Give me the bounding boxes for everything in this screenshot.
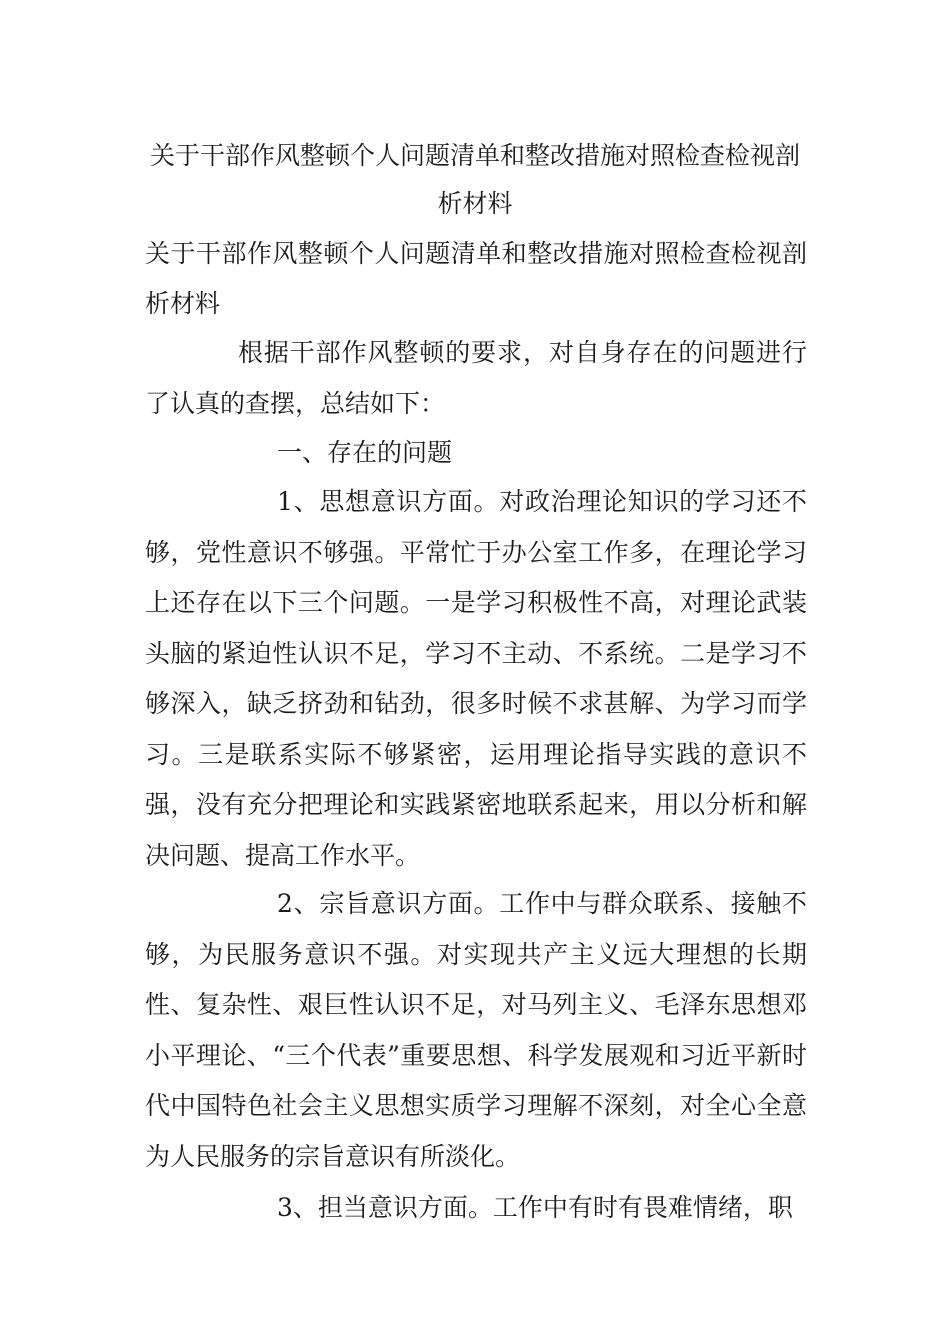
document-title: 关于干部作风整顿个人问题清单和整改措施对照检查检视剖析材料: [149, 141, 800, 218]
paragraph-ideology: 1、思想意识方面。对政治理论知识的学习还不够，党性意识不够强。平常忙于办公室工作多，在理论学习上还存在以下三个问题。一是学习积极性不高，对理论武装头脑的紧迫性认识不足，学习不主动、不系统。二是学习不够深入，缺乏挤劲和钻劲，很多时候不求甚解、为学习而学习。三是联系实际不够紧密，运用理论指导实践的意识不强，没有充分把理论和实践紧密地联系起来，用以分析和解决问题、提高工作水平。: [145, 487, 807, 870]
intro-paragraph: 根据干部作风整顿的要求，对自身存在的问题进行了认真的查摆，总结如下：: [145, 338, 807, 418]
document-subtitle: 关于干部作风整顿个人问题清单和整改措施对照检查检视剖析材料: [145, 239, 807, 318]
paragraph-purpose: 2、宗旨意识方面。工作中与群众联系、接触不够，为民服务意识不强。对实现共产主义远大理想的长期性、复杂性、艰巨性认识不足，对马列主义、毛泽东思想邓小平理论、“三个代表”重要思想、科学发展观和习近平新时代中国特色社会主义思想实质学习理解不深刻，对全心全意为人民服务的宗旨意识有所淡化。: [145, 889, 807, 1171]
paragraph-responsibility: 3、担当意识方面。工作中有时有畏难情绪，职: [277, 1193, 793, 1222]
section-heading: 一、存在的问题: [277, 438, 453, 467]
